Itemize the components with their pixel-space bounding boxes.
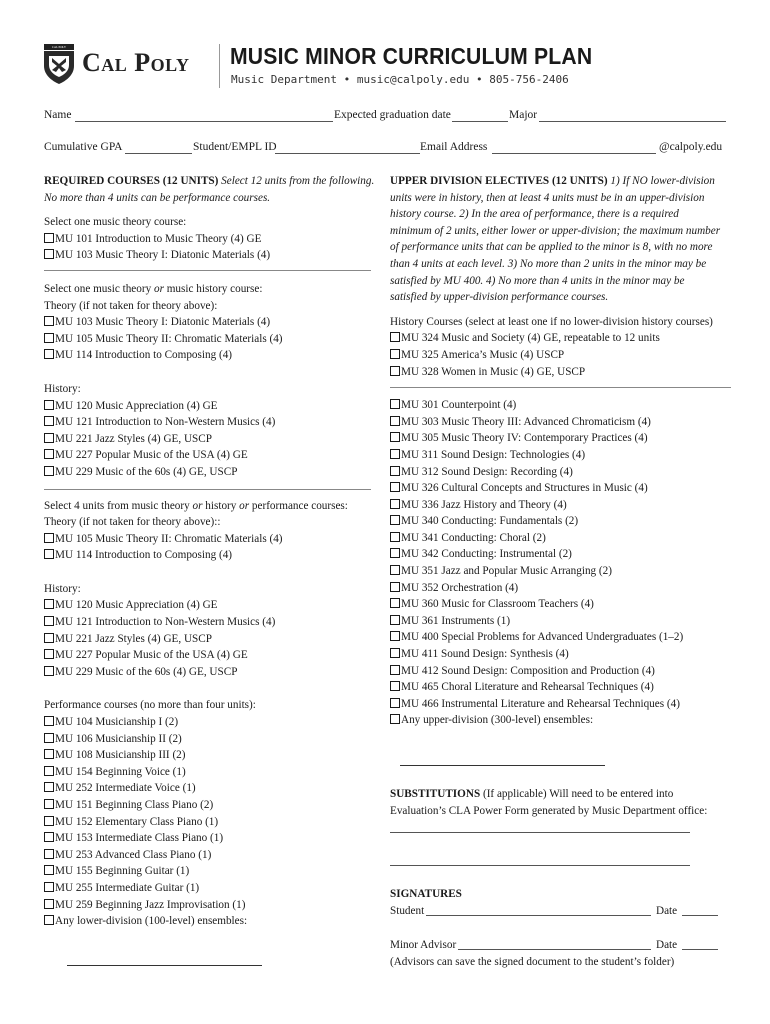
section-3-label-end: performance courses:	[249, 499, 348, 512]
section-2-history-label: History:	[44, 382, 81, 395]
divider	[44, 489, 371, 490]
electives-column	[390, 173, 735, 729]
section-2-theory-label: Theory (if not taken for theory above):	[44, 299, 218, 312]
course-checkbox[interactable]	[44, 400, 54, 410]
course-item	[44, 863, 384, 880]
section-1-list	[44, 231, 384, 264]
electives-note-line: satisfied by MU 400. 4) No more than 4 units in the minor may be	[390, 274, 685, 287]
course-label: MU 352 Orchestration (4)	[401, 581, 519, 594]
course-label: MU 400 Special Problems for Advanced Undergraduates (1–2)	[401, 631, 684, 644]
course-checkbox[interactable]	[44, 733, 54, 743]
course-item	[44, 897, 384, 914]
page-title: MUSIC MINOR CURRICULUM PLAN	[230, 43, 593, 69]
course-label: MU 311 Sound Design: Technologies (4)	[401, 448, 586, 461]
course-checkbox[interactable]	[44, 766, 54, 776]
course-item	[390, 712, 735, 729]
course-checkbox[interactable]	[390, 631, 400, 641]
course-label: MU 259 Beginning Jazz Improvisation (1)	[55, 898, 246, 911]
course-checkbox[interactable]	[44, 899, 54, 909]
grad-date-field[interactable]	[452, 121, 508, 122]
course-checkbox[interactable]	[390, 349, 400, 359]
course-item	[44, 231, 384, 248]
substitutions-heading: SUBSTITUTIONS	[390, 788, 481, 800]
course-label: MU 466 Instrumental Literature and Rehearsal Techniques (4)	[401, 697, 680, 710]
course-item	[390, 464, 735, 481]
course-item	[44, 447, 384, 464]
course-item	[390, 497, 735, 514]
performance-label: Performance courses (no more than four units):	[44, 699, 256, 712]
course-checkbox[interactable]	[390, 648, 400, 658]
course-label: MU 303 Music Theory III: Advanced Chromaticism (4)	[401, 415, 651, 428]
course-checkbox[interactable]	[44, 865, 54, 875]
course-checkbox[interactable]	[44, 633, 54, 643]
course-item	[44, 780, 384, 797]
section-1-label: Select one music theory course:	[44, 216, 187, 229]
course-checkbox[interactable]	[44, 316, 54, 326]
electives-note-line: minimum of 2 units, either lower or upper-division; the maximum number	[390, 224, 721, 237]
course-item	[390, 646, 735, 663]
course-item	[44, 631, 384, 648]
section-2-or: or	[153, 282, 164, 295]
course-checkbox[interactable]	[390, 681, 400, 691]
course-item	[390, 430, 735, 447]
substitution-field-2[interactable]	[390, 865, 690, 866]
advisor-signature-label: Minor Advisor	[390, 939, 457, 951]
brand-wordmark: Cal Poly	[82, 48, 190, 77]
course-label: MU 324 Music and Society (4) GE, repeatable to 12 units	[401, 332, 660, 345]
course-label: MU 342 Conducting: Instrumental (2)	[401, 548, 572, 561]
course-checkbox[interactable]	[390, 665, 400, 675]
course-checkbox[interactable]	[390, 598, 400, 608]
course-checkbox[interactable]	[44, 449, 54, 459]
course-label: MU 114 Introduction to Composing (4)	[55, 349, 233, 362]
course-label: MU 411 Sound Design: Synthesis (4)	[401, 648, 569, 661]
upper-ensemble-field[interactable]	[400, 765, 605, 766]
course-item	[44, 398, 384, 415]
course-checkbox[interactable]	[390, 615, 400, 625]
course-label: MU 340 Conducting: Fundamentals (2)	[401, 515, 579, 528]
section-3-history-list	[44, 597, 384, 680]
course-checkbox[interactable]	[390, 399, 400, 409]
course-item	[44, 547, 384, 564]
course-checkbox[interactable]	[390, 482, 400, 492]
advisor-date-field[interactable]	[682, 949, 718, 950]
electives-note-line: than 4 units at each level. 3) No more than 2 units in the minor may be	[390, 257, 707, 270]
student-id-label: Student/EMPL ID	[193, 141, 277, 153]
course-label: MU 154 Beginning Voice (1)	[55, 765, 186, 778]
course-item	[44, 247, 384, 264]
course-item	[390, 513, 735, 530]
course-checkbox[interactable]	[390, 582, 400, 592]
course-label: MU 465 Choral Literature and Rehearsal Techniques (4)	[401, 681, 654, 694]
course-item	[390, 580, 735, 597]
electives-note-line: units were in history, then at least 4 units must be in an upper-division	[390, 191, 705, 204]
course-label: MU 120 Music Appreciation (4) GE	[55, 599, 218, 612]
student-signature-label: Student	[390, 905, 425, 917]
course-checkbox[interactable]	[44, 249, 54, 259]
logo-banner: CAL POLY	[51, 45, 67, 49]
student-id-field[interactable]	[275, 153, 420, 154]
course-label: MU 301 Counterpoint (4)	[401, 399, 517, 412]
course-label: MU 120 Music Appreciation (4) GE	[55, 399, 218, 412]
course-checkbox[interactable]	[390, 432, 400, 442]
grad-date-label: Expected graduation date	[334, 109, 451, 121]
performance-list	[44, 714, 384, 930]
course-label: MU 103 Music Theory I: Diatonic Materials (4)	[55, 316, 271, 329]
course-item	[390, 596, 735, 613]
required-note-2: No more than 4 units can be performance courses.	[44, 191, 271, 204]
course-checkbox[interactable]	[44, 233, 54, 243]
electives-note-line: 1) If NO lower-division	[610, 175, 715, 187]
course-item	[390, 546, 735, 563]
substitutions-text: (If applicable) Will need to be entered into	[480, 788, 674, 800]
gpa-label: Cumulative GPA	[44, 141, 123, 153]
course-label: MU 325 America’s Music (4) USCP	[401, 348, 565, 361]
course-checkbox[interactable]	[44, 716, 54, 726]
section-3-or-2: or	[239, 499, 250, 512]
student-date-field[interactable]	[682, 915, 718, 916]
advisor-signature-field[interactable]	[458, 949, 651, 950]
section-3-or-1: or	[192, 499, 203, 512]
course-checkbox[interactable]	[390, 332, 400, 342]
course-item	[390, 613, 735, 630]
course-checkbox[interactable]	[44, 915, 54, 925]
course-checkbox[interactable]	[44, 749, 54, 759]
course-checkbox[interactable]	[44, 666, 54, 676]
course-label: MU 103 Music Theory I: Diatonic Materials (4)	[55, 249, 271, 262]
student-signature-field[interactable]	[426, 915, 651, 916]
electives-note-line: of performance units that can be applied to the minor is 8, with no more	[390, 241, 713, 254]
course-checkbox[interactable]	[44, 549, 54, 559]
major-label: Major	[509, 109, 538, 121]
course-checkbox[interactable]	[44, 616, 54, 626]
course-checkbox[interactable]	[44, 433, 54, 443]
course-item	[390, 629, 735, 646]
course-item	[44, 714, 384, 731]
course-label: MU 328 Women in Music (4) GE, USCP	[401, 365, 586, 378]
course-item	[390, 530, 735, 547]
course-item	[44, 847, 384, 864]
section-3-label-mid: history	[202, 499, 240, 512]
course-checkbox[interactable]	[390, 714, 400, 724]
course-label: MU 341 Conducting: Choral (2)	[401, 531, 546, 544]
course-checkbox[interactable]	[44, 882, 54, 892]
course-label: MU 253 Advanced Class Piano (1)	[55, 848, 212, 861]
course-item	[44, 830, 384, 847]
course-checkbox[interactable]	[390, 416, 400, 426]
course-label: MU 151 Beginning Class Piano (2)	[55, 799, 214, 811]
course-label: Any upper-division (300-level) ensembles:	[401, 714, 594, 727]
course-label: MU 152 Elementary Class Piano (1)	[55, 815, 219, 828]
course-checkbox[interactable]	[44, 816, 54, 826]
course-label: MU 361 Instruments (1)	[401, 614, 511, 627]
course-label: MU 336 Jazz History and Theory (4)	[401, 498, 567, 511]
course-item	[390, 364, 735, 381]
course-label: MU 351 Jazz and Popular Music Arranging (2)	[401, 565, 612, 578]
section-2-history-list	[44, 398, 384, 481]
electives-heading: UPPER DIVISION ELECTIVES (12 UNITS)	[390, 175, 608, 187]
course-label: MU 229 Music of the 60s (4) GE, USCP	[55, 465, 238, 478]
email-field[interactable]	[492, 153, 656, 154]
course-label: MU 229 Music of the 60s (4) GE, USCP	[55, 665, 238, 678]
course-item	[390, 696, 735, 713]
course-item	[44, 664, 384, 681]
course-checkbox[interactable]	[44, 349, 54, 359]
cal-poly-shield-logo	[44, 44, 74, 84]
course-label: MU 108 Musicianship III (2)	[55, 749, 186, 762]
course-item	[44, 913, 384, 930]
course-label: MU 312 Sound Design: Recording (4)	[401, 465, 573, 478]
course-label: MU 255 Intermediate Guitar (1)	[55, 881, 200, 894]
email-suffix: @calpoly.edu	[659, 141, 723, 153]
course-item	[44, 347, 384, 364]
course-label: MU 104 Musicianship I (2)	[55, 716, 179, 729]
course-label: MU 155 Beginning Guitar (1)	[55, 865, 190, 878]
course-label: MU 227 Popular Music of the USA (4) GE	[55, 649, 248, 662]
course-checkbox[interactable]	[44, 782, 54, 792]
course-label: MU 221 Jazz Styles (4) GE, USCP	[55, 632, 212, 645]
course-item	[44, 614, 384, 631]
course-label: MU 101 Introduction to Music Theory (4) GE	[55, 232, 262, 245]
advisor-date-label: Date	[656, 939, 678, 951]
substitutions-text-2: Evaluation’s CLA Power Form generated by Music Department office:	[390, 805, 708, 817]
course-item	[44, 814, 384, 831]
section-3-theory-label: Theory (if not taken for theory above)::	[44, 516, 221, 529]
name-field[interactable]	[75, 121, 333, 122]
course-label: MU 105 Music Theory II: Chromatic Materials (4)	[55, 332, 283, 345]
course-label: MU 221 Jazz Styles (4) GE, USCP	[55, 432, 212, 445]
course-checkbox[interactable]	[390, 366, 400, 376]
required-heading: REQUIRED COURSES (12 UNITS)	[44, 175, 219, 187]
substitution-field-1[interactable]	[390, 832, 690, 833]
course-checkbox[interactable]	[44, 849, 54, 859]
course-label: MU 305 Music Theory IV: Contemporary Practices (4)	[401, 432, 648, 445]
course-item	[44, 797, 384, 814]
course-label: MU 105 Music Theory II: Chromatic Materials (4)	[55, 532, 283, 545]
required-courses-column	[44, 173, 384, 930]
course-item	[390, 397, 735, 414]
upper-elective-list	[390, 397, 735, 729]
section-2-label: Select one music theory	[44, 282, 154, 295]
course-label: MU 326 Cultural Concepts and Structures in Music (4)	[401, 482, 648, 495]
course-item	[390, 563, 735, 580]
section-2-theory-list	[44, 314, 384, 364]
course-item	[44, 314, 384, 331]
course-item	[390, 414, 735, 431]
course-label: MU 360 Music for Classroom Teachers (4)	[401, 598, 594, 611]
course-checkbox[interactable]	[390, 532, 400, 542]
course-checkbox[interactable]	[390, 698, 400, 708]
course-checkbox[interactable]	[390, 499, 400, 509]
contact-line: Music Department • music@calpoly.edu • 805-756-2406	[231, 73, 569, 86]
email-label: Email Address	[420, 141, 488, 153]
course-item	[44, 414, 384, 431]
course-label: MU 227 Popular Music of the USA (4) GE	[55, 449, 248, 462]
course-checkbox[interactable]	[44, 333, 54, 343]
course-checkbox[interactable]	[390, 565, 400, 575]
course-item	[44, 747, 384, 764]
course-checkbox[interactable]	[44, 649, 54, 659]
student-date-label: Date	[656, 905, 678, 917]
course-item	[44, 764, 384, 781]
course-item	[44, 464, 384, 481]
course-item	[44, 731, 384, 748]
electives-note-line: satisfied by upper-division performance courses.	[390, 291, 609, 304]
course-checkbox[interactable]	[390, 449, 400, 459]
electives-note-line: history course. 2) In the area of performance, there is a required	[390, 208, 679, 221]
course-label: MU 121 Introduction to Non-Western Musics (4)	[55, 416, 276, 429]
name-label: Name	[44, 109, 72, 121]
course-checkbox[interactable]	[390, 515, 400, 525]
course-item	[390, 347, 735, 364]
course-item	[390, 447, 735, 464]
course-checkbox[interactable]	[390, 466, 400, 476]
course-checkbox[interactable]	[44, 466, 54, 476]
upper-history-list	[390, 330, 735, 380]
divider	[390, 387, 731, 388]
header-divider	[219, 44, 220, 88]
course-checkbox[interactable]	[44, 832, 54, 842]
course-item	[44, 531, 384, 548]
course-item	[390, 663, 735, 680]
major-field[interactable]	[539, 121, 726, 122]
course-checkbox[interactable]	[44, 416, 54, 426]
course-checkbox[interactable]	[44, 533, 54, 543]
course-item	[390, 480, 735, 497]
signatures-heading: SIGNATURES	[390, 888, 462, 900]
course-item	[44, 597, 384, 614]
course-checkbox[interactable]	[390, 548, 400, 558]
divider	[44, 270, 371, 271]
course-label: MU 106 Musicianship II (2)	[55, 732, 182, 745]
advisor-note: (Advisors can save the signed document to the student’s folder)	[390, 956, 675, 968]
course-item	[44, 647, 384, 664]
course-label: MU 114 Introduction to Composing (4)	[55, 549, 233, 562]
history-courses-label: History Courses (select at least one if no lower-division history courses)	[390, 315, 713, 328]
section-2-label-end: music history course:	[163, 282, 263, 295]
course-label: Any lower-division (100-level) ensembles:	[55, 915, 248, 928]
lower-ensemble-field[interactable]	[67, 965, 262, 966]
course-item	[44, 331, 384, 348]
section-3-history-label: History:	[44, 582, 81, 595]
course-checkbox[interactable]	[44, 799, 54, 809]
section-3-label: Select 4 units from music theory	[44, 499, 193, 512]
course-item	[44, 880, 384, 897]
course-item	[390, 330, 735, 347]
required-note: Select 12 units from the following.	[221, 175, 375, 187]
course-item	[44, 431, 384, 448]
section-3-theory-list	[44, 531, 384, 564]
course-item	[390, 679, 735, 696]
course-checkbox[interactable]	[44, 599, 54, 609]
course-label: MU 153 Intermediate Class Piano (1)	[55, 832, 224, 845]
course-label: MU 412 Sound Design: Composition and Production (4)	[401, 664, 655, 677]
course-label: MU 121 Introduction to Non-Western Musics (4)	[55, 616, 276, 629]
gpa-field[interactable]	[125, 153, 192, 154]
course-label: MU 252 Intermediate Voice (1)	[55, 782, 196, 795]
